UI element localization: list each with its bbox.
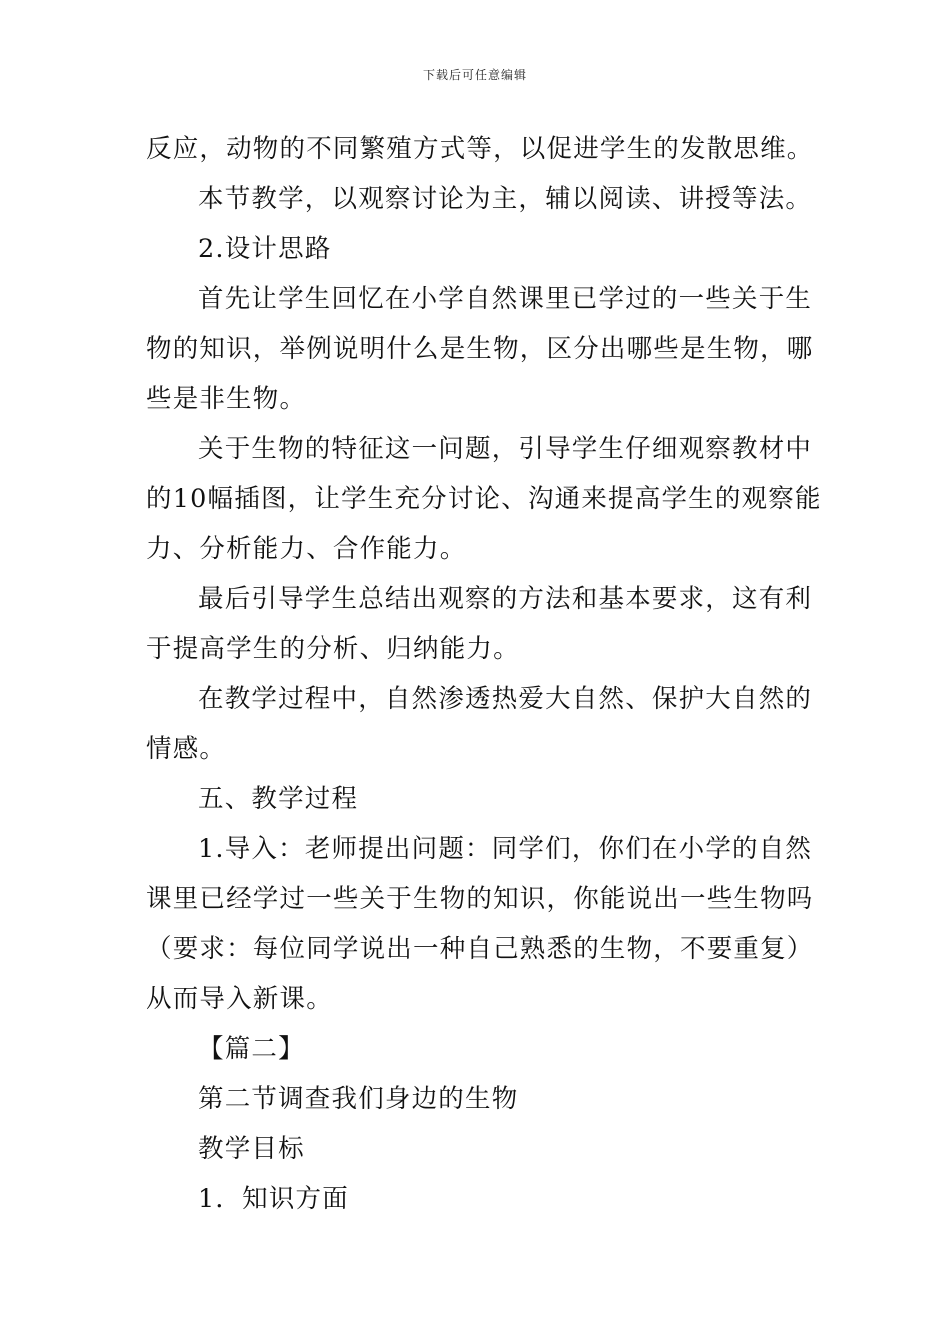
text-line: 本节教学，以观察讨论为主，辅以阅读、讲授等法。 [198,184,813,214]
text-line: 关于生物的特征这一问题，引导学生仔细观察教材中 [198,434,813,464]
text-line: 2.设计思路 [198,234,332,264]
section-heading: 五、教学过程 [198,784,359,814]
text-line: 1.导入：老师提出问题：同学们，你们在小学的自然 [198,834,813,864]
subsection-heading: 教学目标 [198,1134,305,1164]
text-line: 物的知识，举例说明什么是生物，区分出哪些是生物，哪 [146,334,814,364]
text-line: 力、分析能力、合作能力。 [146,534,467,564]
list-item: 1．知识方面 [198,1184,349,1214]
page-header-note: 下载后可任意编辑 [422,68,527,82]
text-line: 情感。 [146,734,227,764]
text-line: 课里已经学过一些关于生物的知识，你能说出一些生物吗 [146,884,814,914]
text-line: 在教学过程中，自然渗透热爱大自然、保护大自然的 [198,684,813,714]
text-line: 些是非生物。 [146,384,307,414]
text-line: 首先让学生回忆在小学自然课里已学过的一些关于生 [198,284,813,314]
document-body [146,128,822,1228]
text-line: 反应，动物的不同繁殖方式等，以促进学生的发散思维。 [146,134,814,164]
part-heading: 【篇二】 [198,1034,305,1064]
lesson-title: 第二节调查我们身边的生物 [198,1084,519,1114]
text-line: （要求：每位同学说出一种自己熟悉的生物，不要重复） [146,934,814,964]
text-line: 的10幅插图，让学生充分讨论、沟通来提高学生的观察能 [146,484,822,514]
text-line: 于提高学生的分析、归纳能力。 [146,634,520,664]
text-line: 从而导入新课。 [146,984,333,1014]
text-line: 最后引导学生总结出观察的方法和基本要求，这有利 [198,584,813,614]
